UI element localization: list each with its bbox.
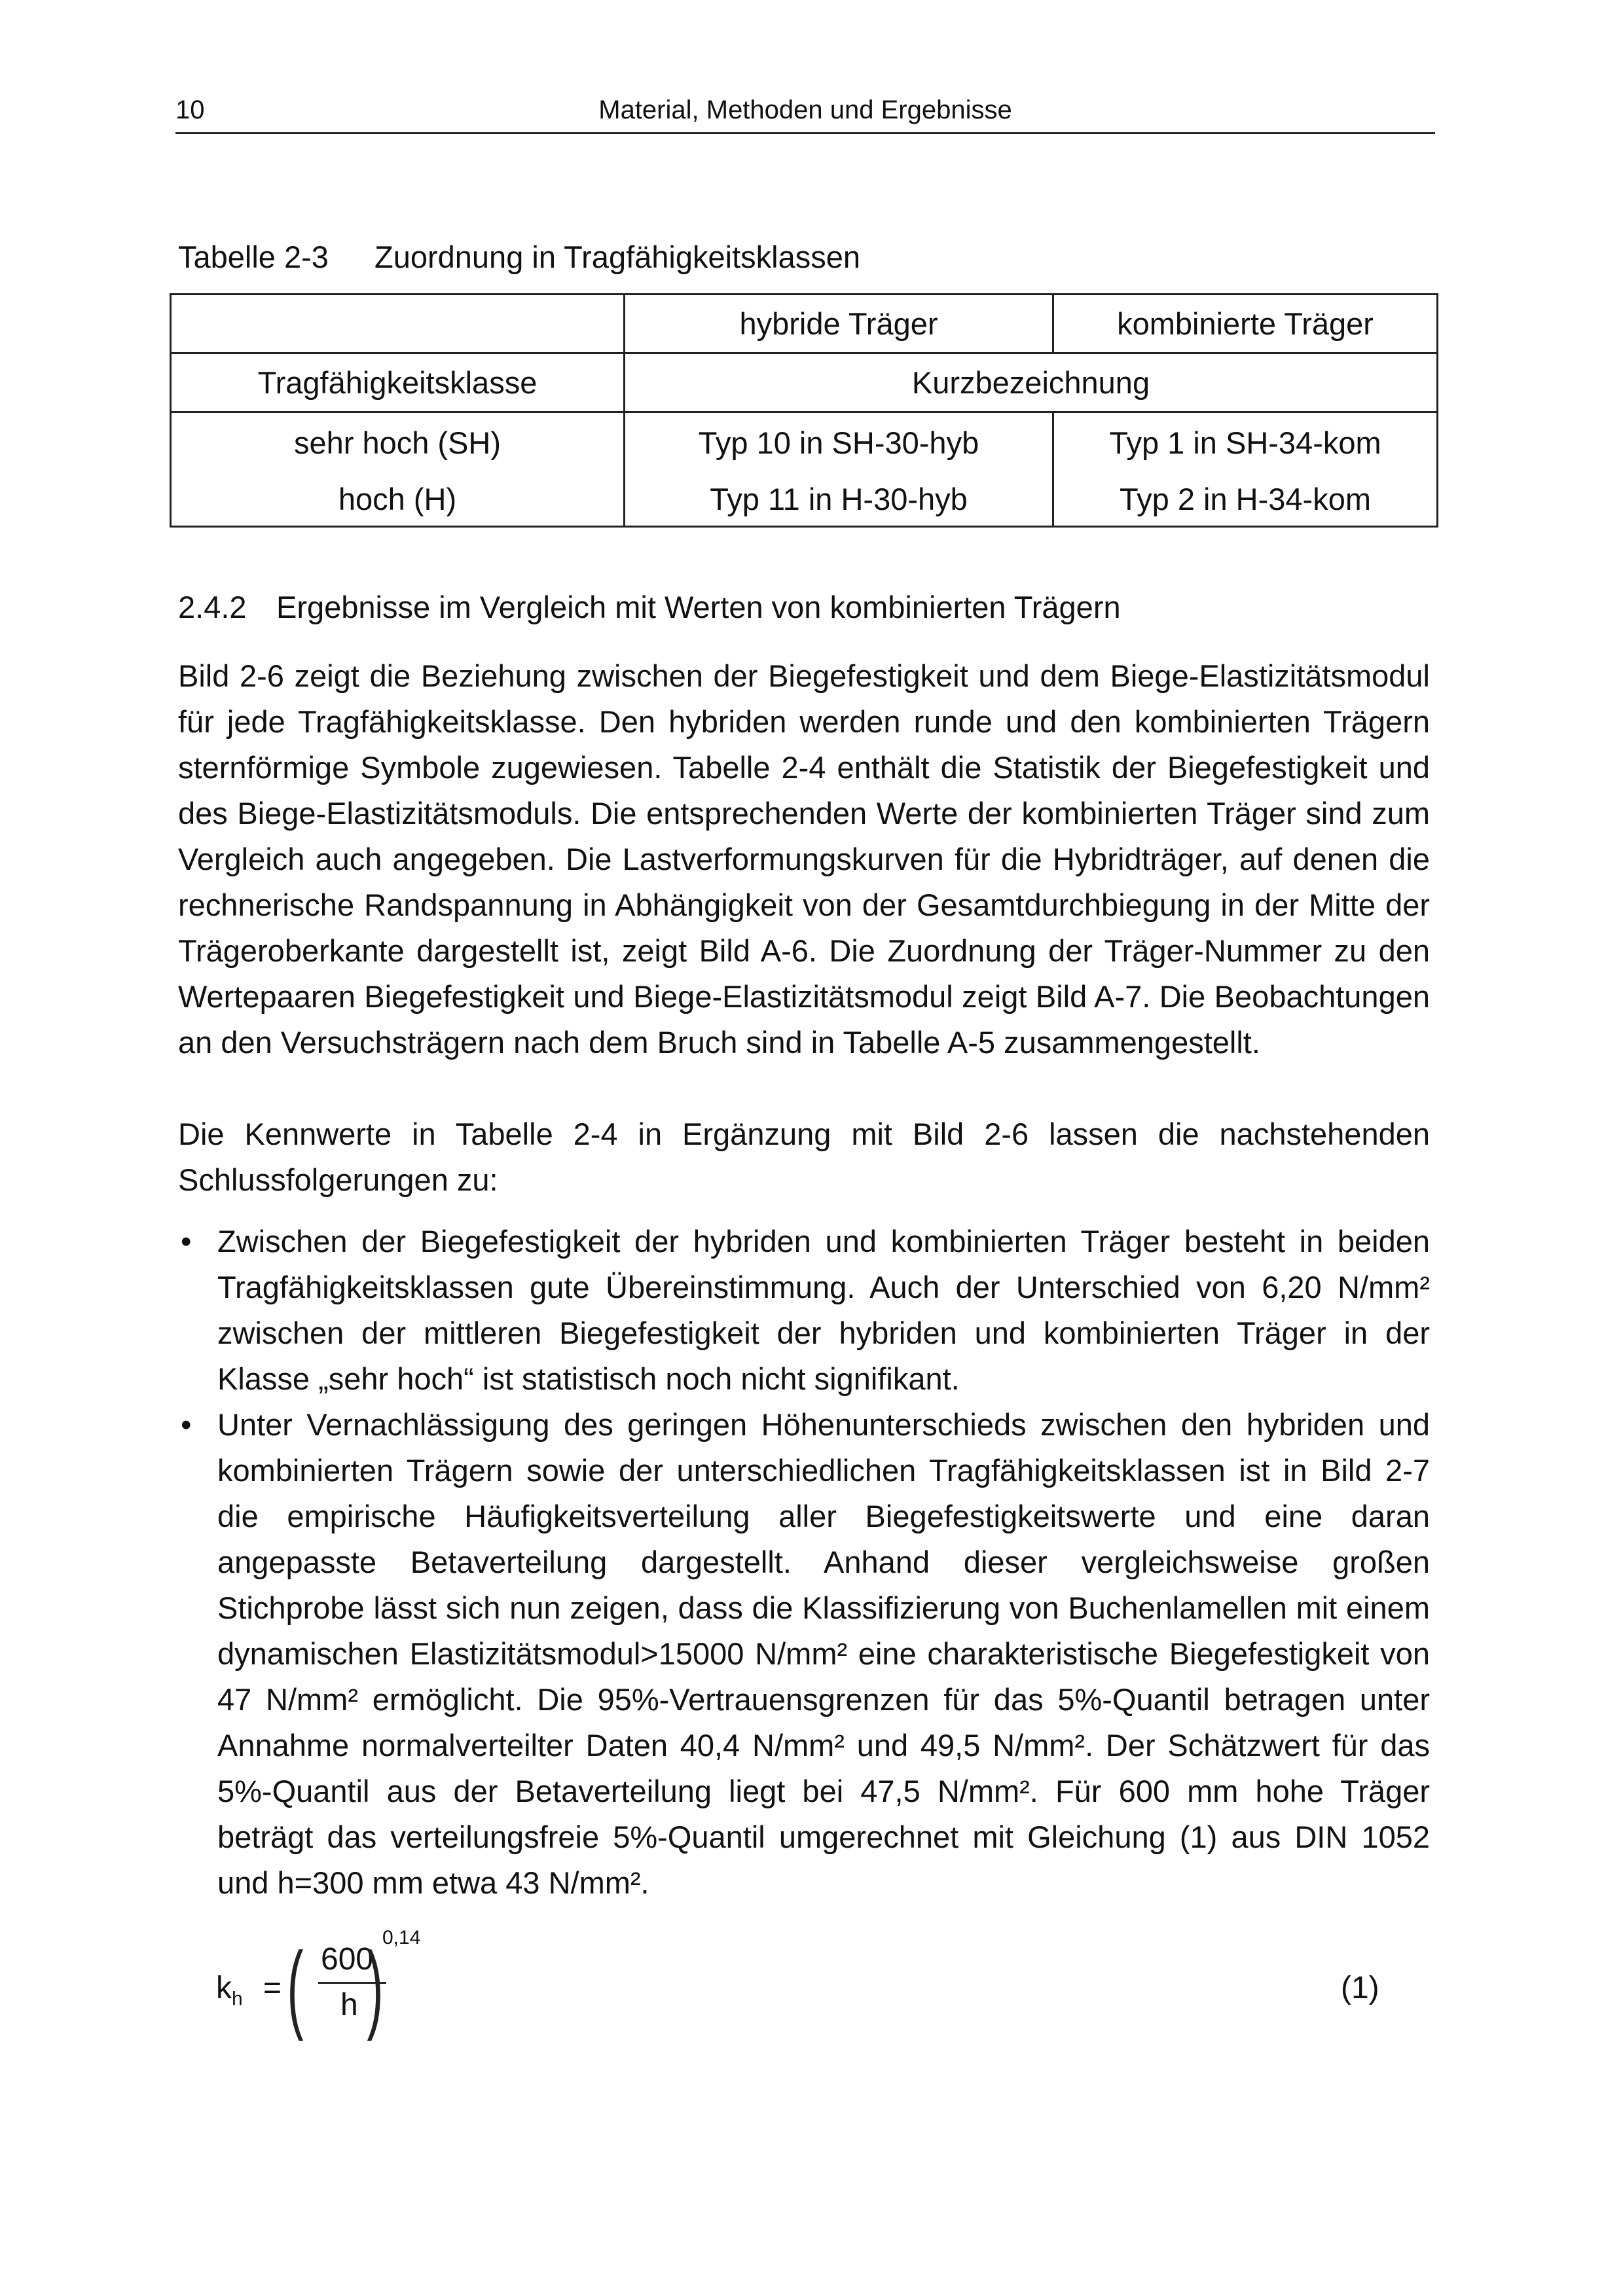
- body-paragraph: Die Kennwerte in Tabelle 2-4 in Ergänzung mit Bild 2-6 lassen die nachstehenden Schlussfolgerungen zu:: [178, 1117, 1430, 1197]
- table-cell: Typ 10 in SH-30-hyb: [625, 412, 1053, 473]
- table-header-cell: Tragfähigkeitsklasse: [171, 353, 625, 412]
- section-number: 2.4.2: [178, 590, 247, 624]
- list-item-text: Zwischen der Biegefestigkeit der hybriden und kombinierten Träger besteht in beiden Tragfähigkeitsklassen gute Übereinstimmung. Auch der Unterschied von 6,20 N/mm² zwischen der mittleren Biegefestigkeit der hybriden und kombinierten Träger in der Klasse „sehr hoch“ ist statistisch noch nicht signifikant.: [217, 1224, 1430, 1396]
- section-heading: [178, 589, 1121, 625]
- list-item: [178, 1402, 1430, 1906]
- equation-lhs: $k_h$: [216, 1971, 243, 2010]
- equation: [216, 1927, 1395, 2041]
- table-caption: [178, 239, 860, 275]
- equation-denominator: h: [340, 1988, 358, 2022]
- page-header: [175, 92, 1435, 134]
- section-title: Ergebnisse im Vergleich mit Werten von kombinierten Trägern: [276, 590, 1121, 624]
- equation-label: (1): [1341, 1971, 1379, 2005]
- table-cell: Typ 11 in H-30-hyb: [625, 472, 1053, 527]
- list-item-text: Unter Vernachlässigung des geringen Höhenunterschieds zwischen den hybriden und kombinierten Trägern sowie der unterschiedlichen Tragfähigkeitsklassen ist in Bild 2-7 die empirische Häufigkeitsverteilung aller Biegefestigkeitswerte und eine daran angepasste Betaverteilung dargestellt. Anhand dieser vergleichsweise großen Stichprobe lässt sich nun zeigen, dass die Klassifizierung von Buchenlamellen mit einem dynamischen Elastizitätsmodul>15000 N/mm² eine charakteristische Biegefestigkeit von 47 N/mm² ermöglicht. Die 95%-Vertrauensgrenzen für das 5%-Quantil betragen unter Annahme normalverteilter Daten 40,4 N/mm² und 49,5 N/mm². Der Schätzwert für das 5%-Quantil aus der Betaverteilung liegt bei 47,5 N/mm². Für 600 mm hohe Träger beträgt das verteilungsfreie 5%-Quantil umgerechnet mit Gleichung (1) aus DIN 1052 und h=300 mm etwa 43 N/mm².: [217, 1407, 1430, 1900]
- running-title: Material, Methoden und Ergebnisse: [598, 96, 1012, 124]
- table-cell: Typ 2 in H-34-kom: [1053, 472, 1438, 527]
- equation-equals: =: [263, 1971, 282, 2005]
- table-row: [171, 472, 1438, 527]
- table-cell: Typ 1 in SH-34-kom: [1053, 412, 1438, 473]
- table-header-cell: [171, 295, 625, 353]
- equation-numerator: 600: [321, 1942, 374, 1977]
- body-paragraph: Bild 2-6 zeigt die Beziehung zwischen der Biegefestigkeit und dem Biege-Elastizitätsmodul für jede Tragfähigkeitsklasse. Den hybriden werden runde und den kombinierten Trägern sternförmige Symbole zugewiesen. Tabelle 2-4 enthält die Statistik der Biegefestigkeit und des Biege-Elastizitätsmoduls. Die entsprechenden Werte der kombinierten Träger sind zum Vergleich auch angegeben. Die Lastverformungskurven für die Hybridträger, auf denen die rechnerische Randspannung in Abhängigkeit von der Gesamtdurchbiegung in der Mitte der Trägeroberkante dargestellt ist, zeigt Bild A-6. Die Zuordnung der Träger-Nummer zu den Wertepaaren Biegefestigkeit und Biege-Elastizitätsmodul zeigt Bild A-7. Die Beobachtungen an den Versuchsträgern nach dem Bruch sind in Tabelle A-5 zusammengestellt.: [178, 658, 1430, 1060]
- bullet-icon: •: [181, 1224, 192, 1259]
- equation-right-paren: ): [367, 1931, 384, 2041]
- list-item: [178, 1219, 1430, 1402]
- table-header-row: [171, 295, 1438, 353]
- table-caption-title: Zuordnung in Tragfähigkeitsklassen: [374, 240, 860, 274]
- table-header-cell: kombinierte Träger: [1053, 295, 1438, 353]
- table-cell: sehr hoch (SH): [171, 412, 625, 473]
- table-row: [171, 412, 1438, 473]
- table-header-cell: Kurzbezeichnung: [625, 353, 1438, 412]
- equation-exponent: 0,14: [382, 1927, 421, 1948]
- page-number: 10: [175, 96, 205, 124]
- table-header-cell: hybride Träger: [625, 295, 1053, 353]
- table-header-row: [171, 353, 1438, 412]
- classification-table: [170, 293, 1438, 528]
- equation-left-paren: (: [287, 1931, 304, 2041]
- table-cell: hoch (H): [171, 472, 625, 527]
- equation-lhs-subscript: h: [232, 1988, 243, 2010]
- table-caption-label: Tabelle 2-3: [178, 240, 329, 274]
- bullet-icon: •: [181, 1407, 192, 1442]
